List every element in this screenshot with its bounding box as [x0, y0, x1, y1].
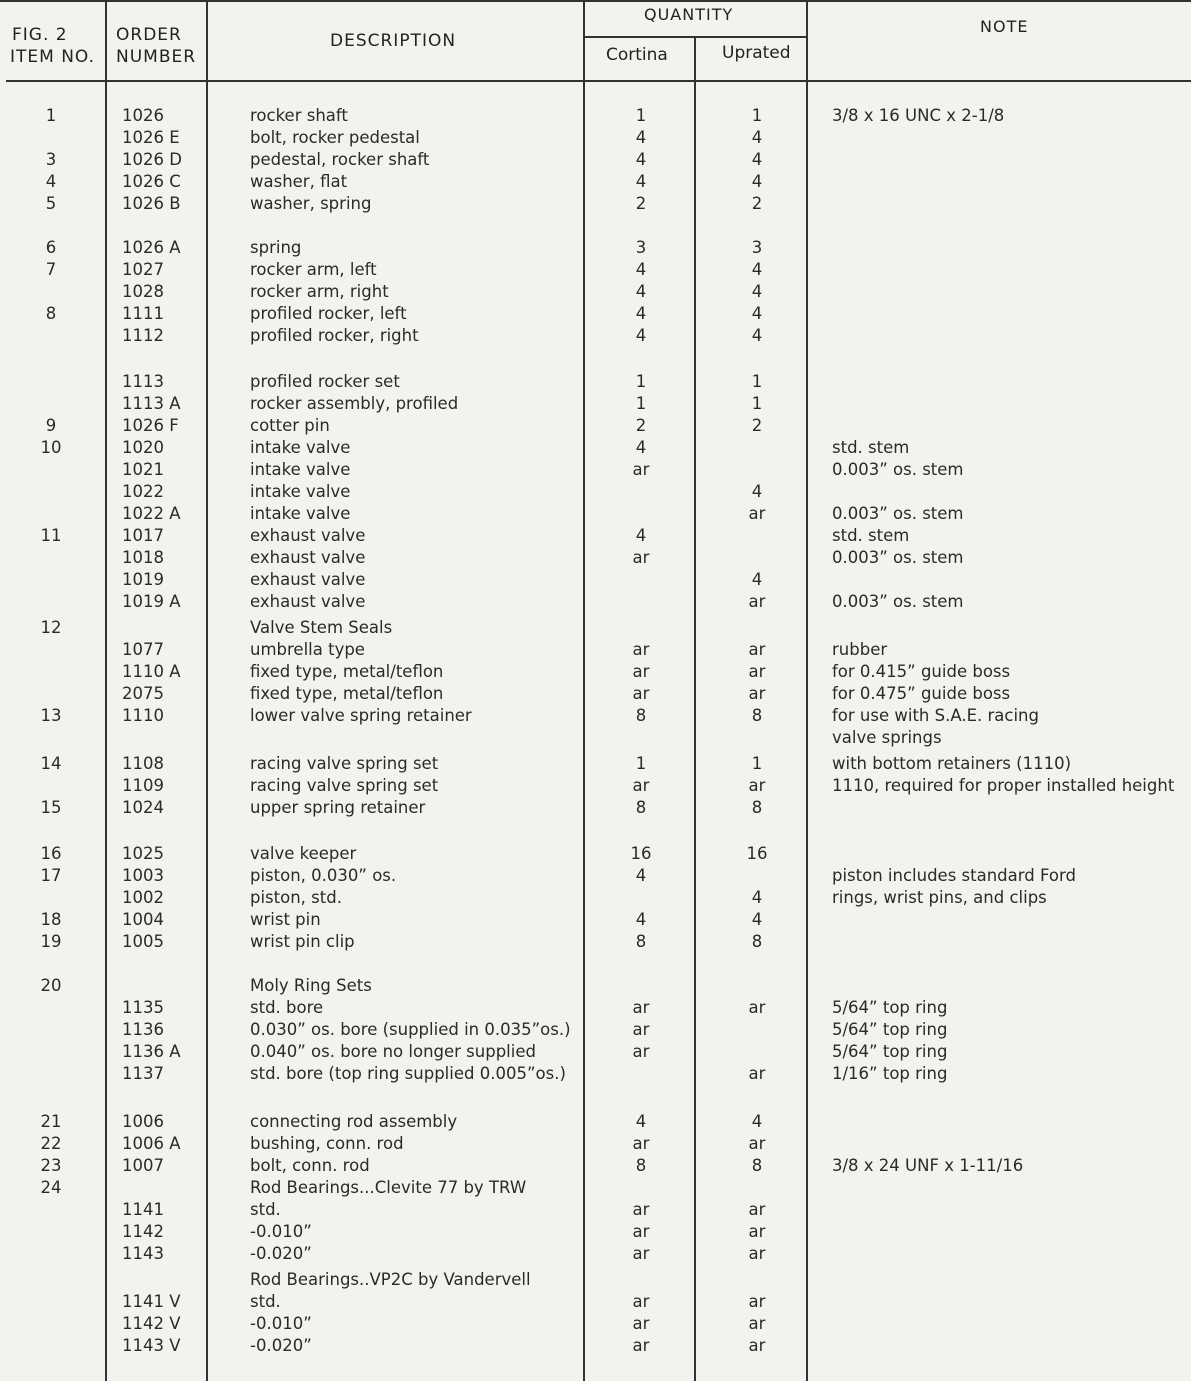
- order-number-cell: 1109: [122, 776, 164, 795]
- item-no-cell: 12: [40, 618, 62, 637]
- description-cell: intake valve: [250, 504, 351, 523]
- description-cell: rocker arm, right: [250, 282, 389, 301]
- description-cell: -0.020”: [250, 1336, 312, 1355]
- description-cell: pedestal, rocker shaft: [250, 150, 430, 169]
- qty-cortina-cell: 4: [635, 128, 647, 147]
- description-cell: std.: [250, 1200, 281, 1219]
- item-no-cell: 10: [40, 438, 62, 457]
- header-top-rule: [0, 0, 1191, 2]
- qty-uprated-cell: 4: [751, 282, 763, 301]
- order-number-cell: 1003: [122, 866, 164, 885]
- description-cell: exhaust valve: [250, 592, 366, 611]
- description-cell: intake valve: [250, 438, 351, 457]
- qty-cortina-cell: 4: [635, 282, 647, 301]
- qty-uprated-cell: 8: [751, 706, 763, 725]
- order-number-cell: 1027: [122, 260, 164, 279]
- order-number-cell: 1006 A: [122, 1134, 181, 1153]
- qty-uprated-cell: 4: [751, 910, 763, 929]
- order-number-cell: 1141 V: [122, 1292, 181, 1311]
- qty-cortina-cell: 3: [635, 238, 647, 257]
- note-cell: 1/16” top ring: [832, 1064, 948, 1083]
- qty-cortina-cell: 4: [635, 866, 647, 885]
- description-cell: -0.010”: [250, 1222, 312, 1241]
- qty-uprated-cell: 8: [751, 798, 763, 817]
- qty-cortina-cell: ar: [632, 1314, 650, 1333]
- qty-uprated-cell: 1: [751, 754, 763, 773]
- description-cell: rocker arm, left: [250, 260, 377, 279]
- order-number-cell: 1108: [122, 754, 164, 773]
- item-no-cell: 24: [40, 1178, 62, 1197]
- item-no-cell: 7: [45, 260, 57, 279]
- description-cell: exhaust valve: [250, 526, 366, 545]
- qty-cortina-cell: ar: [632, 1292, 650, 1311]
- qty-uprated-cell: 16: [746, 844, 768, 863]
- qty-cortina-cell: 2: [635, 194, 647, 213]
- qty-cortina-cell: 8: [635, 932, 647, 951]
- qty-uprated-cell: 4: [751, 260, 763, 279]
- description-cell: exhaust valve: [250, 548, 366, 567]
- order-number-cell: 1026 C: [122, 172, 181, 191]
- qty-cortina-cell: ar: [632, 1134, 650, 1153]
- description-cell: connecting rod assembly: [250, 1112, 458, 1131]
- qty-uprated-cell: 8: [751, 1156, 763, 1175]
- qty-cortina-cell: 4: [635, 438, 647, 457]
- description-cell: rocker assembly, profiled: [250, 394, 459, 413]
- description-cell: -0.020”: [250, 1244, 312, 1263]
- qty-cortina-cell: 4: [635, 910, 647, 929]
- item-no-cell: 20: [40, 976, 62, 995]
- order-number-cell: 1112: [122, 326, 164, 345]
- order-number-cell: 1002: [122, 888, 164, 907]
- description-cell: piston, std.: [250, 888, 342, 907]
- description-cell: Rod Bearings..VP2C by Vandervell: [250, 1270, 531, 1289]
- order-number-cell: 1143 V: [122, 1336, 181, 1355]
- order-number-cell: 1137: [122, 1064, 164, 1083]
- order-number-cell: 1018: [122, 548, 164, 567]
- qty-cortina-cell: ar: [632, 662, 650, 681]
- note-cell: 0.003” os. stem: [832, 504, 964, 523]
- note-cell: for use with S.A.E. racing: [832, 706, 1039, 725]
- order-number-cell: 1136 A: [122, 1042, 181, 1061]
- qty-uprated-cell: ar: [748, 1244, 766, 1263]
- order-number-cell: 1142: [122, 1222, 164, 1241]
- description-cell: profiled rocker, right: [250, 326, 419, 345]
- note-cell: for 0.415” guide boss: [832, 662, 1011, 681]
- item-no-cell: 5: [45, 194, 57, 213]
- qty-uprated-cell: 4: [751, 482, 763, 501]
- item-no-cell: 11: [40, 526, 62, 545]
- order-number-cell: 1021: [122, 460, 164, 479]
- order-number-cell: 1026 B: [122, 194, 181, 213]
- qty-uprated-cell: ar: [748, 1200, 766, 1219]
- description-cell: washer, spring: [250, 194, 372, 213]
- qty-cortina-cell: 4: [635, 1112, 647, 1131]
- qty-uprated-cell: 4: [751, 570, 763, 589]
- qty-cortina-cell: ar: [632, 1336, 650, 1355]
- qty-cortina-cell: 1: [635, 106, 647, 125]
- quantity-subheader-rule: [583, 36, 808, 38]
- header-item-no: ITEM NO.: [10, 47, 96, 67]
- qty-uprated-cell: 4: [751, 888, 763, 907]
- description-cell: Moly Ring Sets: [250, 976, 372, 995]
- description-cell: profiled rocker set: [250, 372, 400, 391]
- order-number-cell: 1110 A: [122, 662, 181, 681]
- description-cell: exhaust valve: [250, 570, 366, 589]
- description-cell: fixed type, metal/teflon: [250, 684, 444, 703]
- header-description: DESCRIPTION: [330, 31, 457, 51]
- item-no-cell: 18: [40, 910, 62, 929]
- order-number-cell: 1022 A: [122, 504, 181, 523]
- description-cell: spring: [250, 238, 302, 257]
- qty-uprated-cell: 4: [751, 326, 763, 345]
- order-number-cell: 1026: [122, 106, 164, 125]
- description-cell: fixed type, metal/teflon: [250, 662, 444, 681]
- qty-cortina-cell: 4: [635, 526, 647, 545]
- header-order: ORDER: [116, 25, 182, 45]
- header-number: NUMBER: [116, 47, 197, 67]
- qty-uprated-cell: 2: [751, 194, 763, 213]
- qty-cortina-cell: 4: [635, 150, 647, 169]
- note-cell: 0.003” os. stem: [832, 592, 964, 611]
- qty-cortina-cell: 2: [635, 416, 647, 435]
- qty-cortina-cell: 8: [635, 706, 647, 725]
- description-cell: bolt, rocker pedestal: [250, 128, 420, 147]
- description-cell: 0.030” os. bore (supplied in 0.035”os.): [250, 1020, 571, 1039]
- qty-uprated-cell: 8: [751, 932, 763, 951]
- item-no-cell: 13: [40, 706, 62, 725]
- qty-uprated-cell: 4: [751, 128, 763, 147]
- note-cell: std. stem: [832, 526, 910, 545]
- note-cell: for 0.475” guide boss: [832, 684, 1011, 703]
- description-cell: std. bore (top ring supplied 0.005”os.): [250, 1064, 566, 1083]
- qty-cortina-cell: 8: [635, 798, 647, 817]
- column-divider: [694, 38, 696, 1381]
- description-cell: std.: [250, 1292, 281, 1311]
- description-cell: washer, flat: [250, 172, 348, 191]
- description-cell: piston, 0.030” os.: [250, 866, 397, 885]
- item-no-cell: 4: [45, 172, 57, 191]
- qty-cortina-cell: ar: [632, 998, 650, 1017]
- item-no-cell: 8: [45, 304, 57, 323]
- column-divider: [806, 0, 808, 1381]
- note-cell: piston includes standard Ford: [832, 866, 1076, 885]
- description-cell: racing valve spring set: [250, 776, 439, 795]
- qty-uprated-cell: ar: [748, 1314, 766, 1333]
- description-cell: upper spring retainer: [250, 798, 426, 817]
- qty-uprated-cell: 4: [751, 172, 763, 191]
- item-no-cell: 16: [40, 844, 62, 863]
- note-cell: 5/64” top ring: [832, 1042, 948, 1061]
- note-cell: std. stem: [832, 438, 910, 457]
- qty-cortina-cell: 4: [635, 260, 647, 279]
- order-number-cell: 1111: [122, 304, 164, 323]
- order-number-cell: 1025: [122, 844, 164, 863]
- order-number-cell: 1005: [122, 932, 164, 951]
- qty-cortina-cell: ar: [632, 1244, 650, 1263]
- qty-uprated-cell: 1: [751, 394, 763, 413]
- qty-cortina-cell: ar: [632, 548, 650, 567]
- qty-cortina-cell: 16: [630, 844, 652, 863]
- item-no-cell: 21: [40, 1112, 62, 1131]
- order-number-cell: 1026 A: [122, 238, 181, 257]
- description-cell: intake valve: [250, 482, 351, 501]
- order-number-cell: 1026 D: [122, 150, 182, 169]
- order-number-cell: 1026 E: [122, 128, 180, 147]
- description-cell: wrist pin clip: [250, 932, 355, 951]
- note-cell: 5/64” top ring: [832, 1020, 948, 1039]
- item-no-cell: 17: [40, 866, 62, 885]
- header-uprated: Uprated: [722, 43, 791, 63]
- qty-uprated-cell: ar: [748, 998, 766, 1017]
- qty-uprated-cell: ar: [748, 1222, 766, 1241]
- order-number-cell: 1141: [122, 1200, 164, 1219]
- qty-uprated-cell: ar: [748, 504, 766, 523]
- item-no-cell: 9: [45, 416, 57, 435]
- qty-uprated-cell: ar: [748, 684, 766, 703]
- description-cell: Valve Stem Seals: [250, 618, 393, 637]
- order-number-cell: 1020: [122, 438, 164, 457]
- order-number-cell: 1077: [122, 640, 164, 659]
- qty-cortina-cell: ar: [632, 1020, 650, 1039]
- description-cell: wrist pin: [250, 910, 321, 929]
- description-cell: bolt, conn. rod: [250, 1156, 370, 1175]
- column-divider: [583, 0, 585, 1381]
- qty-cortina-cell: 1: [635, 394, 647, 413]
- item-no-cell: 15: [40, 798, 62, 817]
- qty-cortina-cell: ar: [632, 1222, 650, 1241]
- qty-uprated-cell: ar: [748, 1336, 766, 1355]
- order-number-cell: 1113 A: [122, 394, 181, 413]
- qty-uprated-cell: 4: [751, 304, 763, 323]
- description-cell: 0.040” os. bore no longer supplied: [250, 1042, 536, 1061]
- qty-uprated-cell: ar: [748, 662, 766, 681]
- order-number-cell: 1142 V: [122, 1314, 181, 1333]
- item-no-cell: 19: [40, 932, 62, 951]
- qty-uprated-cell: 1: [751, 106, 763, 125]
- item-no-cell: 22: [40, 1134, 62, 1153]
- qty-cortina-cell: 1: [635, 372, 647, 391]
- order-number-cell: 1017: [122, 526, 164, 545]
- qty-cortina-cell: ar: [632, 684, 650, 703]
- column-divider: [105, 0, 107, 1381]
- column-divider: [206, 0, 208, 1381]
- item-no-cell: 3: [45, 150, 57, 169]
- order-number-cell: 1007: [122, 1156, 164, 1175]
- qty-uprated-cell: ar: [748, 1134, 766, 1153]
- order-number-cell: 1136: [122, 1020, 164, 1039]
- qty-cortina-cell: 4: [635, 304, 647, 323]
- note-cell: valve springs: [832, 728, 942, 747]
- description-cell: profiled rocker, left: [250, 304, 407, 323]
- order-number-cell: 1135: [122, 998, 164, 1017]
- note-cell: 5/64” top ring: [832, 998, 948, 1017]
- description-cell: cotter pin: [250, 416, 330, 435]
- description-cell: intake valve: [250, 460, 351, 479]
- qty-cortina-cell: ar: [632, 1200, 650, 1219]
- description-cell: umbrella type: [250, 640, 365, 659]
- qty-uprated-cell: 4: [751, 1112, 763, 1131]
- qty-uprated-cell: 1: [751, 372, 763, 391]
- header-quantity: QUANTITY: [644, 5, 734, 24]
- qty-cortina-cell: 4: [635, 172, 647, 191]
- order-number-cell: 2075: [122, 684, 164, 703]
- note-cell: 0.003” os. stem: [832, 460, 964, 479]
- qty-cortina-cell: 8: [635, 1156, 647, 1175]
- order-number-cell: 1004: [122, 910, 164, 929]
- order-number-cell: 1110: [122, 706, 164, 725]
- qty-cortina-cell: ar: [632, 640, 650, 659]
- order-number-cell: 1019 A: [122, 592, 181, 611]
- order-number-cell: 1022: [122, 482, 164, 501]
- note-cell: 3/8 x 24 UNF x 1-11/16: [832, 1156, 1024, 1175]
- description-cell: std. bore: [250, 998, 324, 1017]
- order-number-cell: 1028: [122, 282, 164, 301]
- description-cell: racing valve spring set: [250, 754, 439, 773]
- item-no-cell: 1: [45, 106, 57, 125]
- qty-uprated-cell: 4: [751, 150, 763, 169]
- description-cell: -0.010”: [250, 1314, 312, 1333]
- qty-cortina-cell: ar: [632, 460, 650, 479]
- item-no-cell: 14: [40, 754, 62, 773]
- qty-cortina-cell: ar: [632, 776, 650, 795]
- qty-uprated-cell: ar: [748, 640, 766, 659]
- qty-uprated-cell: 3: [751, 238, 763, 257]
- description-cell: valve keeper: [250, 844, 357, 863]
- qty-cortina-cell: 4: [635, 326, 647, 345]
- item-no-cell: 6: [45, 238, 57, 257]
- qty-cortina-cell: ar: [632, 1042, 650, 1061]
- description-cell: rocker shaft: [250, 106, 348, 125]
- qty-uprated-cell: ar: [748, 776, 766, 795]
- header-cortina: Cortina: [606, 45, 668, 65]
- qty-uprated-cell: ar: [748, 1292, 766, 1311]
- item-no-cell: 23: [40, 1156, 62, 1175]
- note-cell: 3/8 x 16 UNC x 2-1/8: [832, 106, 1005, 125]
- qty-uprated-cell: ar: [748, 1064, 766, 1083]
- order-number-cell: 1019: [122, 570, 164, 589]
- note-cell: 0.003” os. stem: [832, 548, 964, 567]
- order-number-cell: 1143: [122, 1244, 164, 1263]
- note-cell: 1110, required for proper installed height: [832, 776, 1175, 795]
- description-cell: lower valve spring retainer: [250, 706, 472, 725]
- order-number-cell: 1113: [122, 372, 164, 391]
- qty-uprated-cell: 2: [751, 416, 763, 435]
- header-fig: FIG. 2: [12, 25, 68, 45]
- note-cell: rubber: [832, 640, 888, 659]
- order-number-cell: 1006: [122, 1112, 164, 1131]
- description-cell: bushing, conn. rod: [250, 1134, 404, 1153]
- qty-cortina-cell: 1: [635, 754, 647, 773]
- qty-uprated-cell: ar: [748, 592, 766, 611]
- description-cell: Rod Bearings...Clevite 77 by TRW: [250, 1178, 527, 1197]
- note-cell: rings, wrist pins, and clips: [832, 888, 1047, 907]
- header-bottom-rule: [6, 80, 1191, 82]
- order-number-cell: 1026 F: [122, 416, 179, 435]
- note-cell: with bottom retainers (1110): [832, 754, 1072, 773]
- order-number-cell: 1024: [122, 798, 164, 817]
- header-note: NOTE: [980, 17, 1029, 36]
